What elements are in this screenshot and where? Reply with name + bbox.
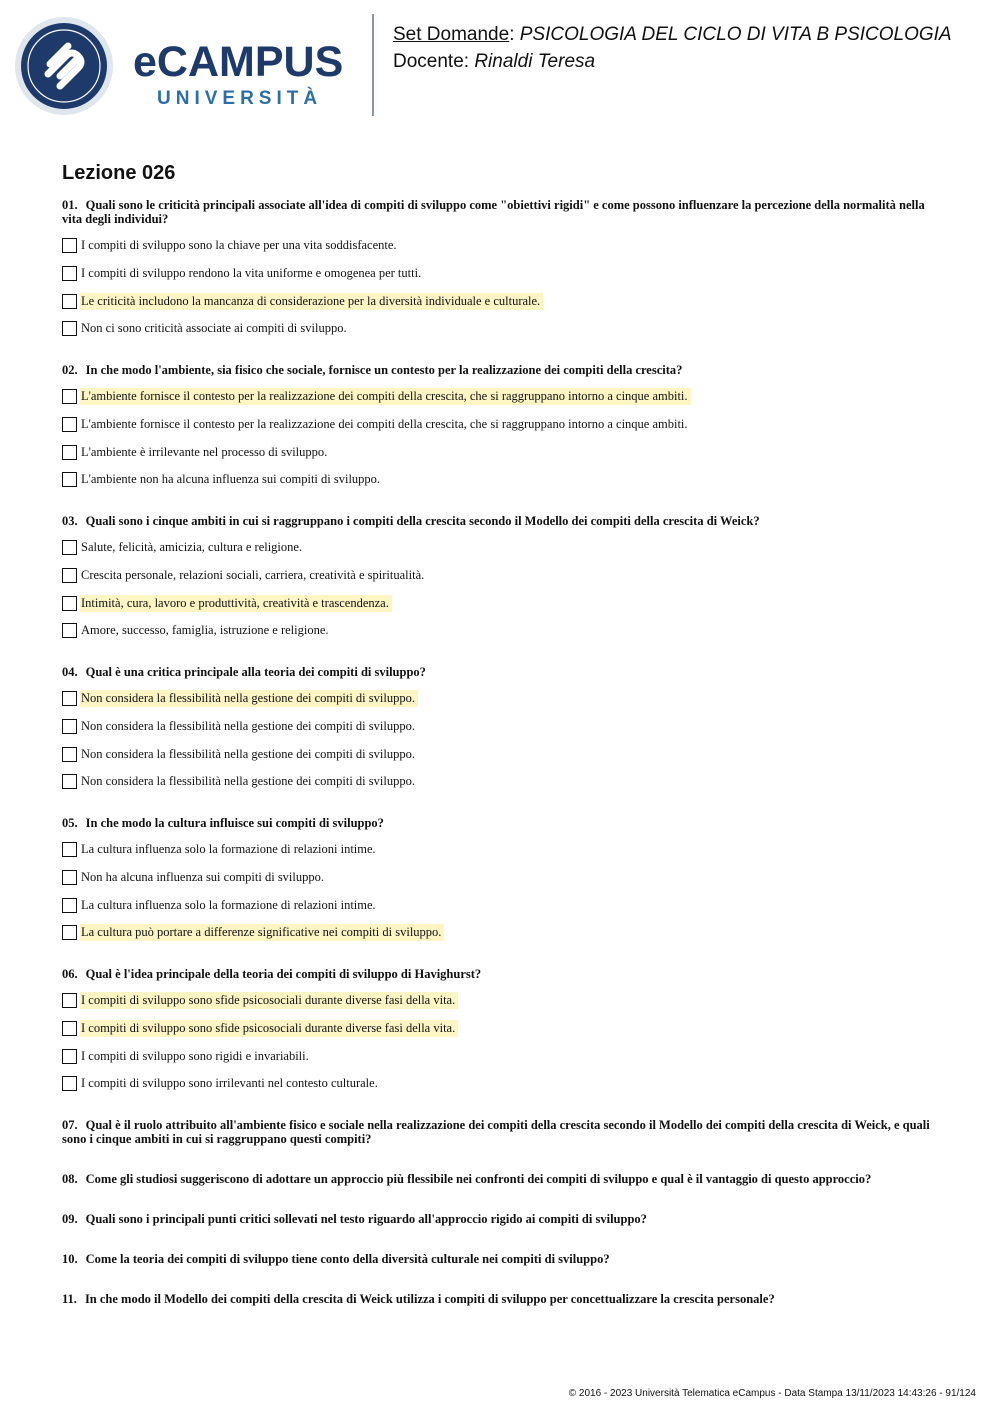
- option-text: La cultura influenza solo la formazione di relazioni intime.: [81, 897, 376, 912]
- question-number: 11.: [62, 1292, 77, 1306]
- option-text: Non considera la flessibilità nella gestione dei compiti di sviluppo.: [81, 718, 415, 733]
- checkbox[interactable]: [62, 294, 77, 309]
- teacher-label: Docente:: [393, 51, 470, 72]
- header-divider: [372, 14, 374, 116]
- option-text: Non ci sono criticità associate ai compiti di sviluppo.: [81, 320, 347, 335]
- question-number: 10.: [62, 1252, 78, 1266]
- question-04: [62, 665, 947, 679]
- checkbox[interactable]: [62, 719, 77, 734]
- option-text: I compiti di sviluppo sono irrilevanti nel contesto culturale.: [81, 1075, 378, 1090]
- question-11: [62, 1292, 947, 1306]
- option-text: Non ha alcuna influenza sui compiti di sviluppo.: [81, 869, 325, 884]
- option-03-a[interactable]: [62, 538, 305, 556]
- question-number: 06.: [62, 967, 78, 981]
- option-text: Crescita personale, relazioni sociali, carriera, creatività e spiritualità.: [81, 567, 425, 582]
- checkbox[interactable]: [62, 870, 77, 885]
- question-03: [62, 514, 947, 528]
- question-text: In che modo la cultura influisce sui compiti di sviluppo?: [85, 816, 384, 830]
- option-05-b[interactable]: [62, 868, 327, 886]
- checkbox[interactable]: [62, 540, 77, 555]
- question-10: [62, 1252, 947, 1266]
- checkbox[interactable]: [62, 993, 77, 1008]
- option-02-b[interactable]: [62, 415, 691, 433]
- option-04-b[interactable]: [62, 717, 418, 735]
- checkbox[interactable]: [62, 623, 77, 638]
- option-04-c[interactable]: [62, 745, 418, 763]
- question-07: [62, 1118, 947, 1146]
- option-06-b[interactable]: [62, 1019, 458, 1037]
- question-05: [62, 816, 947, 830]
- option-text: Amore, successo, famiglia, istruzione e religione.: [81, 622, 329, 637]
- checkbox[interactable]: [62, 1049, 77, 1064]
- checkbox[interactable]: [62, 266, 77, 281]
- question-number: 03.: [62, 514, 78, 528]
- checkbox[interactable]: [62, 389, 77, 404]
- checkbox[interactable]: [62, 445, 77, 460]
- option-01-b[interactable]: [62, 264, 424, 282]
- option-05-c[interactable]: [62, 896, 379, 914]
- checkbox[interactable]: [62, 747, 77, 762]
- question-text: Come la teoria dei compiti di sviluppo tiene conto della diversità culturale nei compiti di sviluppo?: [85, 1252, 610, 1266]
- option-03-d[interactable]: [62, 621, 332, 639]
- checkbox[interactable]: [62, 842, 77, 857]
- checkbox[interactable]: [62, 925, 77, 940]
- checkbox[interactable]: [62, 417, 77, 432]
- option-text: I compiti di sviluppo sono la chiave per una vita soddisfacente.: [81, 237, 397, 252]
- question-number: 02.: [62, 363, 78, 377]
- set-label: Set Domande: [393, 24, 510, 45]
- option-01-d[interactable]: [62, 319, 350, 337]
- checkbox[interactable]: [62, 691, 77, 706]
- option-text: Le criticità includono la mancanza di considerazione per la diversità individuale e culturale.: [80, 293, 543, 310]
- option-06-c[interactable]: [62, 1047, 312, 1065]
- question-number: 07.: [62, 1118, 78, 1132]
- option-02-c[interactable]: [62, 443, 330, 461]
- option-text: Non considera la flessibilità nella gestione dei compiti di sviluppo.: [80, 690, 418, 707]
- question-02: [62, 363, 947, 377]
- logo-wordmark: eCAMPUS: [133, 38, 344, 86]
- option-text: La cultura può portare a differenze significative nei compiti di sviluppo.: [80, 924, 444, 941]
- option-text: La cultura influenza solo la formazione di relazioni intime.: [81, 841, 376, 856]
- checkbox[interactable]: [62, 774, 77, 789]
- lesson-title: Lezione 026: [62, 162, 176, 184]
- question-text: Quali sono i principali punti critici sollevati nel testo riguardo all'approccio rigido ai compiti di sviluppo?: [85, 1212, 647, 1226]
- question-text: In che modo il Modello dei compiti della crescita di Weick utilizza i compiti di sviluppo per concettualizzare la crescita personale?: [84, 1292, 775, 1306]
- option-text: Intimità, cura, lavoro e produttività, creatività e trascendenza.: [80, 595, 392, 612]
- option-text: L'ambiente fornisce il contesto per la realizzazione dei compiti della crescita, che si raggruppano intorno a cinque ambiti.: [81, 416, 688, 431]
- checkbox[interactable]: [62, 1021, 77, 1036]
- page-header: [0, 0, 1000, 130]
- question-text: Quali sono le criticità principali associate all'idea di compiti di sviluppo come "obiettivi rigidi" e come possono influenzare la percezione della normalità nella vita degli individui?: [62, 198, 925, 226]
- question-text: Qual è il ruolo attribuito all'ambiente fisico e sociale nella realizzazione dei compiti della crescita secondo il Modello dei compiti della crescita di Weick, e quali sono i cinque ambiti in cui si raggruppano questi compiti?: [62, 1118, 930, 1146]
- question-text: Qual è l'idea principale della teoria dei compiti di sviluppo di Havighurst?: [85, 967, 482, 981]
- ecampus-logo-icon: [14, 16, 114, 116]
- set-title: PSICOLOGIA DEL CICLO DI VITA B PSICOLOGIA: [519, 24, 952, 45]
- page-footer: © 2016 - 2023 Università Telematica eCampus - Data Stampa 13/11/2023 14:43:26 - 91/124: [568, 1388, 976, 1399]
- option-text: Salute, felicità, amicizia, cultura e religione.: [81, 539, 303, 554]
- option-text: I compiti di sviluppo rendono la vita uniforme e omogenea per tutti.: [81, 265, 422, 280]
- option-03-c[interactable]: [62, 594, 392, 612]
- checkbox[interactable]: [62, 321, 77, 336]
- question-01: [62, 198, 947, 226]
- option-text: Non considera la flessibilità nella gestione dei compiti di sviluppo.: [81, 746, 415, 761]
- question-number: 01.: [62, 198, 78, 212]
- option-02-a[interactable]: [62, 387, 691, 405]
- checkbox[interactable]: [62, 898, 77, 913]
- question-08: [62, 1172, 947, 1186]
- checkbox[interactable]: [62, 472, 77, 487]
- question-number: 09.: [62, 1212, 78, 1226]
- question-09: [62, 1212, 947, 1226]
- option-05-d[interactable]: [62, 923, 444, 941]
- option-text: L'ambiente non ha alcuna influenza sui compiti di sviluppo.: [81, 471, 381, 486]
- option-02-d[interactable]: [62, 470, 383, 488]
- logo-subtitle: UNIVERSITÀ: [157, 88, 323, 109]
- question-text: Quali sono i cinque ambiti in cui si raggruppano i compiti della crescita secondo il Modello dei compiti della crescita di Weick?: [85, 514, 760, 528]
- option-01-c[interactable]: [62, 292, 543, 310]
- question-06: [62, 967, 947, 981]
- checkbox[interactable]: [62, 1076, 77, 1091]
- checkbox[interactable]: [62, 596, 77, 611]
- checkbox[interactable]: [62, 238, 77, 253]
- question-text: Come gli studiosi suggeriscono di adottare un approccio più flessibile nei confronti dei compiti di sviluppo e qual è il vantaggio di questo approccio?: [85, 1172, 872, 1186]
- option-05-a[interactable]: [62, 840, 379, 858]
- option-01-a[interactable]: [62, 236, 400, 254]
- question-text: In che modo l'ambiente, sia fisico che sociale, fornisce un contesto per la realizzazione dei compiti della crescita?: [85, 363, 683, 377]
- option-text: I compiti di sviluppo sono sfide psicosociali durante diverse fasi della vita.: [80, 992, 458, 1009]
- teacher-name: Rinaldi Teresa: [474, 51, 596, 72]
- option-03-b[interactable]: [62, 566, 427, 584]
- option-06-d[interactable]: [62, 1074, 381, 1092]
- option-text: I compiti di sviluppo sono rigidi e invariabili.: [81, 1048, 309, 1063]
- option-04-d[interactable]: [62, 772, 418, 790]
- checkbox[interactable]: [62, 568, 77, 583]
- header-info: Set Domande: PSICOLOGIA DEL CICLO DI VITA B PSICOLOGIA Docente: Rinaldi Teresa: [393, 24, 952, 72]
- option-text: Non considera la flessibilità nella gestione dei compiti di sviluppo.: [81, 773, 415, 788]
- question-number: 04.: [62, 665, 78, 679]
- option-06-a[interactable]: [62, 991, 458, 1009]
- option-text: L'ambiente è irrilevante nel processo di sviluppo.: [81, 444, 328, 459]
- option-04-a[interactable]: [62, 689, 418, 707]
- question-text: Qual è una critica principale alla teoria dei compiti di sviluppo?: [85, 665, 426, 679]
- option-text: L'ambiente fornisce il contesto per la realizzazione dei compiti della crescita, che si raggruppano intorno a cinque ambiti.: [80, 388, 691, 405]
- question-number: 05.: [62, 816, 78, 830]
- option-text: I compiti di sviluppo sono sfide psicosociali durante diverse fasi della vita.: [80, 1020, 458, 1037]
- question-number: 08.: [62, 1172, 78, 1186]
